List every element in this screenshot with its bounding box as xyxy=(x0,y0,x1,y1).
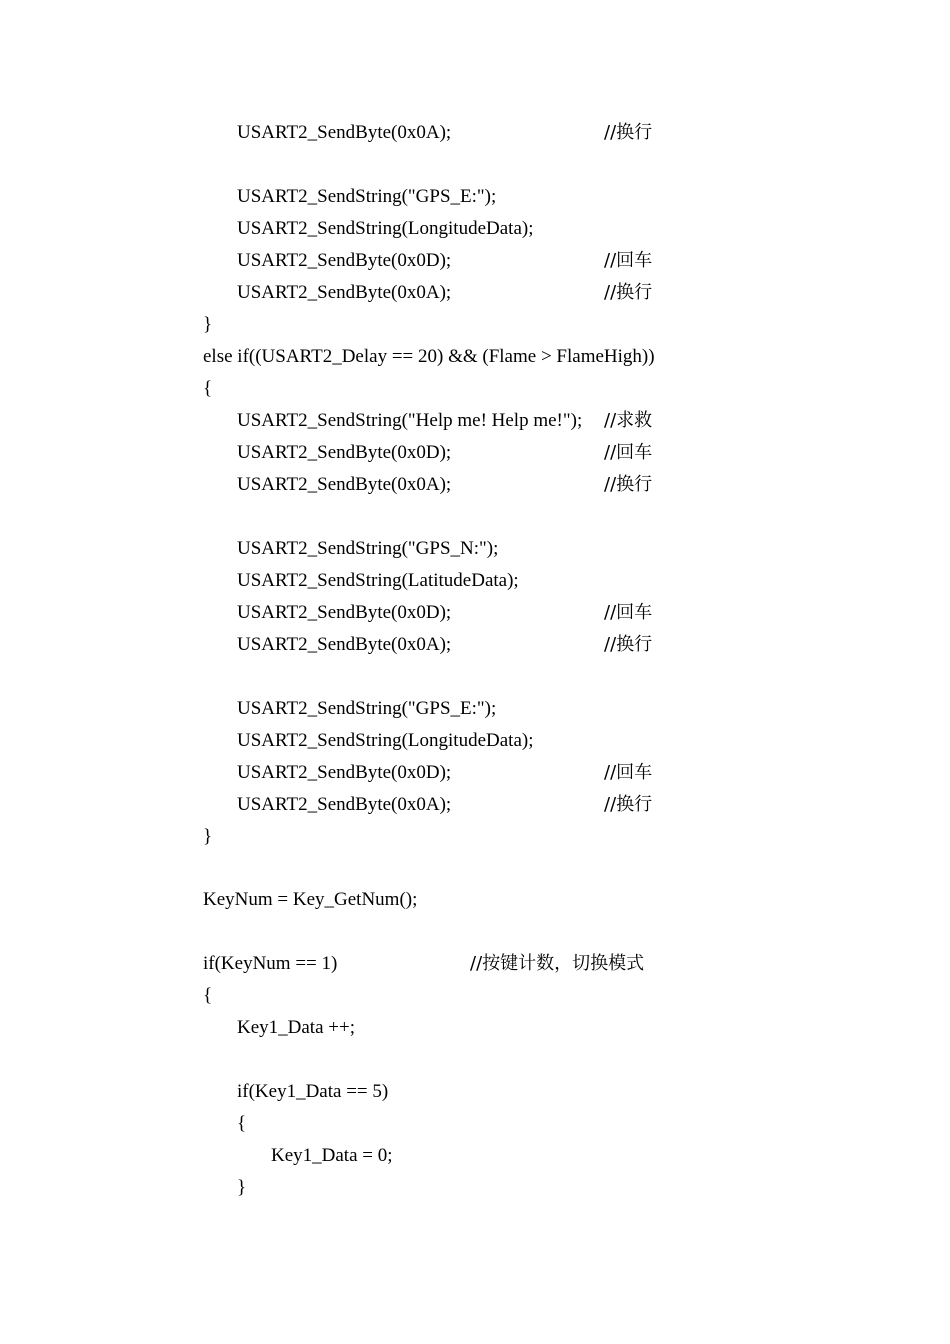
code-statement: { xyxy=(203,378,213,399)
code-statement: USART2_SendByte(0x0A); xyxy=(237,282,452,303)
code-line xyxy=(203,377,222,401)
code-statement: else if((USART2_Delay == 20) && (Flame > FlameHigh)) xyxy=(203,346,655,367)
code-statement: } xyxy=(203,826,213,847)
code-statement: USART2_SendString(LatitudeData); xyxy=(237,570,519,591)
code-line xyxy=(203,345,655,369)
code-statement: USART2_SendByte(0x0A); xyxy=(237,122,452,143)
code-line xyxy=(237,121,653,145)
code-statement: USART2_SendString("GPS_N:"); xyxy=(237,538,499,559)
code-comment: //换行 xyxy=(604,122,653,143)
code-line xyxy=(237,409,653,433)
code-comment: //回车 xyxy=(604,762,653,783)
code-comment: //换行 xyxy=(604,634,653,655)
code-comment: //回车 xyxy=(604,602,653,623)
code-statement: } xyxy=(203,314,213,335)
code-statement: USART2_SendString("Help me! Help me!"); xyxy=(237,410,583,431)
code-statement: if(KeyNum == 1) xyxy=(203,953,338,974)
code-line xyxy=(237,281,653,305)
code-line xyxy=(271,1144,393,1168)
code-line xyxy=(237,249,653,273)
code-comment: //换行 xyxy=(604,282,653,303)
code-line xyxy=(237,601,653,625)
code-line xyxy=(237,185,497,209)
code-line xyxy=(237,1176,256,1200)
code-statement: USART2_SendByte(0x0D); xyxy=(237,442,452,463)
code-statement: USART2_SendString(LongitudeData); xyxy=(237,218,534,239)
code-line xyxy=(203,984,222,1008)
code-comment: //回车 xyxy=(604,442,653,463)
code-statement: USART2_SendByte(0x0A); xyxy=(237,794,452,815)
code-line xyxy=(203,825,222,849)
code-line xyxy=(237,217,534,241)
code-statement: USART2_SendByte(0x0A); xyxy=(237,634,452,655)
code-line xyxy=(237,633,653,657)
code-statement: USART2_SendByte(0x0A); xyxy=(237,474,452,495)
code-line xyxy=(237,729,534,753)
code-line xyxy=(237,537,499,561)
code-statement: { xyxy=(203,985,213,1006)
code-comment: //回车 xyxy=(604,250,653,271)
code-line xyxy=(237,793,653,817)
code-comment: //求救 xyxy=(604,410,653,431)
code-statement: if(Key1_Data == 5) xyxy=(237,1081,389,1102)
code-statement: USART2_SendString(LongitudeData); xyxy=(237,730,534,751)
code-comment: //换行 xyxy=(604,794,653,815)
code-line xyxy=(203,888,418,912)
code-statement: USART2_SendByte(0x0D); xyxy=(237,602,452,623)
code-line xyxy=(237,697,497,721)
code-statement: } xyxy=(237,1177,247,1198)
code-line xyxy=(237,569,519,593)
code-statement: Key1_Data ++; xyxy=(237,1017,355,1038)
code-line xyxy=(237,441,653,465)
code-line xyxy=(203,313,222,337)
code-line xyxy=(237,1112,256,1136)
code-statement: KeyNum = Key_GetNum(); xyxy=(203,889,418,910)
code-comment: //换行 xyxy=(604,474,653,495)
code-comment: //按键计数，切换模式 xyxy=(470,953,645,974)
code-line xyxy=(203,952,645,976)
code-line xyxy=(237,761,653,785)
code-statement: USART2_SendString("GPS_E:"); xyxy=(237,186,497,207)
code-line xyxy=(237,1080,389,1104)
code-statement: Key1_Data = 0; xyxy=(271,1145,393,1166)
code-line xyxy=(237,473,653,497)
code-line xyxy=(237,1016,355,1040)
code-statement: USART2_SendByte(0x0D); xyxy=(237,762,452,783)
code-statement: USART2_SendByte(0x0D); xyxy=(237,250,452,271)
code-statement: { xyxy=(237,1113,247,1134)
code-statement: USART2_SendString("GPS_E:"); xyxy=(237,698,497,719)
